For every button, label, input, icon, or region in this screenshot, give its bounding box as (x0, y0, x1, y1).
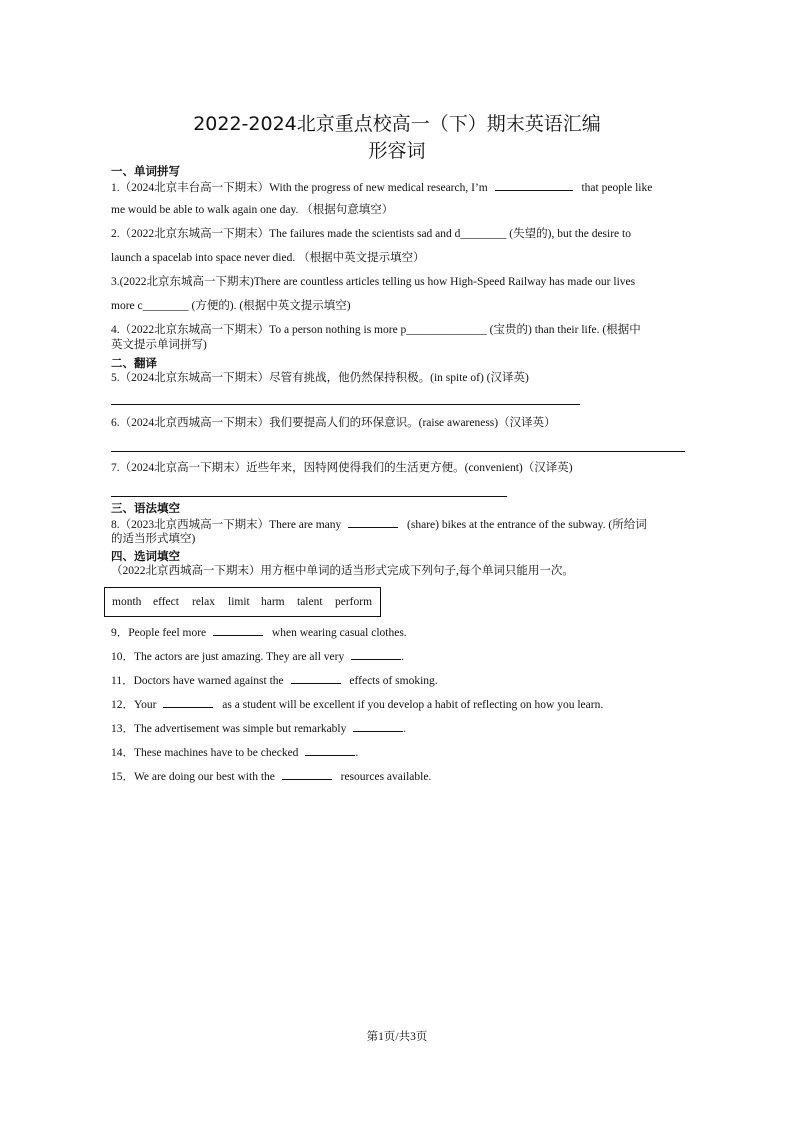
word-box (104, 587, 381, 617)
question-11-text-b: effects of smoking. (349, 675, 438, 687)
question-10-text-a: 10．The actors are just amazing. They are all very (111, 651, 345, 663)
question-12-text-a: 12．Your (111, 699, 157, 711)
section-heading-spelling: 一、单词拼写 (111, 164, 180, 178)
question-6: 6.（2024北京西城高一下期末）我们要提高人们的环保意识。(raise awareness)（汉译英） (111, 417, 556, 429)
page-subtitle: 形容词 (368, 140, 426, 162)
question-4-line-1: 4.（2022北京东城高一下期末）To a person nothing is more p______________ (宝贵的) than their life. (根据中 (111, 324, 641, 336)
answer-blank-1 (495, 179, 573, 191)
question-5: 5.（2024北京东城高一下期末）尽管有挑战，他仍然保持积极。(in spite of) (汉译英) (111, 372, 529, 384)
section-heading-grammar: 三、语法填空 (111, 501, 180, 515)
question-8-line-2: 的适当形式填空) (111, 533, 196, 545)
question-2-line-2: launch a spacelab into space never died. （根据中英文提示填空） (111, 252, 425, 264)
answer-line-6 (111, 451, 685, 452)
question-8-text-b: (share) bikes at the entrance of the subway. (所给词 (407, 519, 647, 531)
question-14-text-a: 14．These machines have to be checked (111, 747, 299, 759)
word-box-item: month (112, 596, 142, 608)
question-12 (111, 696, 603, 712)
word-box-item: talent (297, 596, 323, 608)
question-9 (111, 624, 407, 640)
answer-blank-15 (282, 768, 332, 780)
question-1-text-a: 1.（2024北京丰台高一下期末）With the progress of new medical research, I’m (111, 182, 488, 194)
question-14 (111, 744, 358, 760)
answer-line-5 (111, 404, 580, 405)
question-15 (111, 768, 431, 784)
question-14-text-b: . (355, 747, 359, 759)
question-9-text-a: 9．People feel more (111, 627, 207, 639)
question-15-text-a: 15．We are doing our best with the (111, 771, 275, 783)
answer-blank-10 (351, 648, 401, 660)
answer-blank-11 (291, 672, 341, 684)
question-8-line-1 (111, 516, 647, 532)
question-3-line-2: more c________ (方便的). (根据中英文提示填空) (111, 300, 351, 312)
section-heading-translation: 二、翻译 (111, 356, 157, 370)
question-9-text-b: when wearing casual clothes. (271, 627, 407, 639)
answer-blank-13 (353, 720, 403, 732)
word-box-item: relax (192, 596, 215, 608)
question-3-line-1: 3.(2022北京东城高一下期末)There are countless articles telling us how High-Speed Railway has made our lives (111, 276, 636, 288)
word-box-item: limit (228, 596, 250, 608)
question-1-text-b: that people like (581, 182, 653, 194)
question-1-line-2: me would be able to walk again one day. （根据句意填空） (111, 204, 394, 216)
question-8-text-a: 8.（2023北京西城高一下期末）There are many (111, 519, 342, 531)
question-7: 7.（2024北京高一下期末）近些年来，因特网使得我们的生活更方便。(convenient)（汉译英) (111, 462, 573, 474)
question-10-text-b: . (401, 651, 404, 663)
question-15-text-b: resources available. (340, 771, 432, 783)
question-11 (111, 672, 438, 688)
question-12-text-b: as a student will be excellent if you develop a habit of reflecting on how you learn. (222, 699, 604, 711)
question-11-text-a: 11．Doctors have warned against the (111, 675, 284, 687)
answer-blank-8 (348, 516, 398, 528)
word-choice-instruction: （2022北京西城高一下期末）用方框中单词的适当形式完成下列句子,每个单词只能用一次。 (111, 565, 574, 577)
page-title: 2022-2024北京重点校高一（下）期末英语汇编 (193, 113, 601, 135)
page-number: 第1页/共3页 (366, 1031, 428, 1043)
question-13-text-b: . (403, 723, 407, 735)
question-10 (111, 648, 404, 664)
question-4-line-2: 英文提示单词拼写) (111, 339, 207, 351)
word-box-item: perform (335, 596, 373, 608)
word-box-item: effect (153, 596, 179, 608)
question-13 (111, 720, 406, 736)
section-heading-word-choice: 四、选词填空 (111, 549, 180, 563)
word-box-item: harm (261, 596, 285, 608)
answer-blank-14 (305, 744, 355, 756)
answer-blank-12 (163, 696, 213, 708)
question-1-line-1 (111, 179, 652, 195)
question-13-text-a: 13．The advertisement was simple but remarkably (111, 723, 347, 735)
answer-line-7 (111, 496, 507, 497)
answer-blank-9 (213, 624, 263, 636)
question-2-line-1: 2.（2022北京东城高一下期末）The failures made the scientists sad and d________ (失望的), but the desire to (111, 228, 631, 240)
